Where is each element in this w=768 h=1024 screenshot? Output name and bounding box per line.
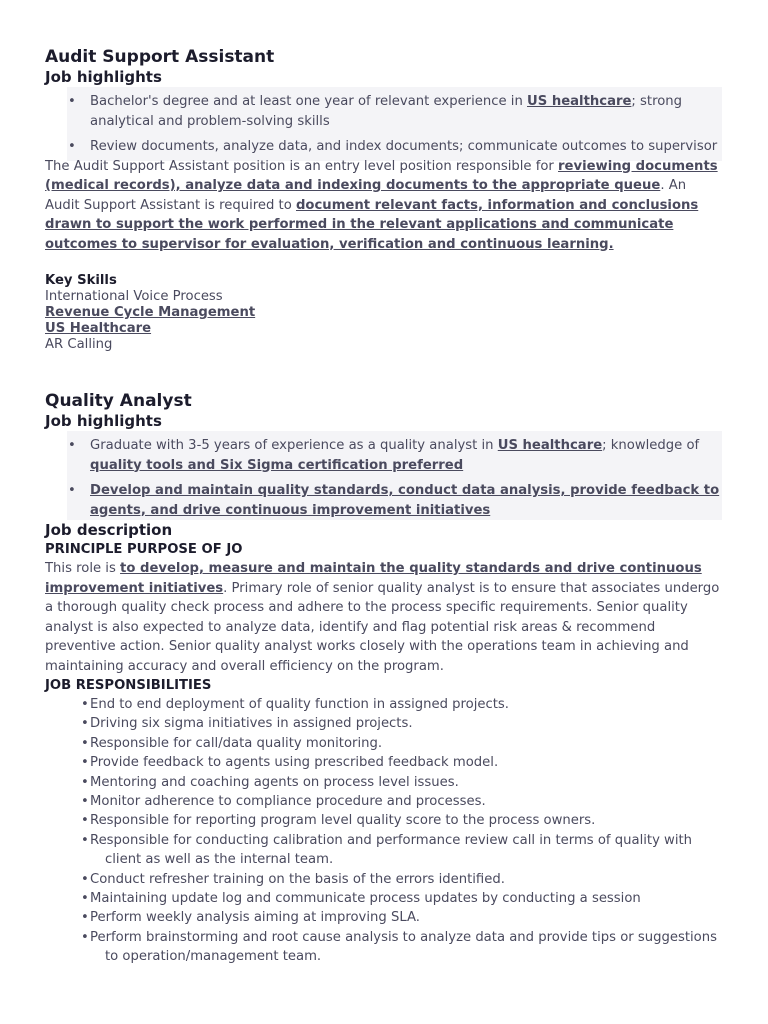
skill-item: International Voice Process [45,289,223,304]
responsibility-item: • Responsible for call/data quality monitoring. [90,734,722,753]
purpose-link[interactable]: to develop, measure and maintain the quality standards and drive continuous improvement initiatives [45,561,702,596]
job1-highlight-1: • Bachelor's degree and at least one year of relevant experience in US healthcare; strong analytical and problem-solving skills [90,92,722,131]
desc-link-document-facts[interactable]: document relevant facts, information and conclusions drawn to support the work performed in the relevant applications and communicate outcomes to supervisor for evaluation, verification and continuous learning. [45,197,699,252]
job2-highlights-heading: Job highlights [45,412,162,430]
responsibility-item: • Driving six sigma initiatives in assigned projects. [90,714,722,733]
job1-title: Audit Support Assistant [45,47,275,67]
key-skills-heading: Key Skills [45,273,117,288]
responsibility-item: • Provide feedback to agents using prescribed feedback model. [90,753,722,772]
job1-highlights-box [67,87,722,161]
responsibility-item: • Perform brainstorming and root cause analysis to analyze data and provide tips or suggestions to operation/management team. [90,928,722,967]
skill-link-revenue-cycle[interactable]: Revenue Cycle Management [45,305,256,320]
skill-item: AR Calling [45,337,113,352]
job1-description: The Audit Support Assistant position is an entry level position responsible for reviewing documents (medical records), analyze data and indexing documents to the appropriate queue. An Audit Support Assistant is required to document relevant facts, information and conclusions drawn to support the work performed in the relevant applications and communicate outcomes to supervisor for evaluation, verification and continuous learning. [45,158,718,252]
job2-highlights-box [67,431,722,520]
responsibilities-heading: JOB RESPONSIBILITIES [45,678,212,693]
job2-highlight-2 [90,481,722,520]
responsibility-item: • Maintaining update log and communicate process updates by conducting a session [90,889,722,908]
job-description-heading: Job description [45,521,173,539]
responsibility-item: • Perform weekly analysis aiming at improving SLA. [90,908,722,927]
responsibility-item: • Responsible for conducting calibration and performance review call in terms of quality with client as well as the internal team. [90,831,722,870]
responsibilities-list [45,695,722,967]
develop-quality-link[interactable]: Develop and maintain quality standards, conduct data analysis, provide feedback to agents, and drive continuous improvement initiatives [90,483,720,518]
responsibility-item: • Mentoring and coaching agents on process level issues. [90,773,722,792]
job2-title: Quality Analyst [45,391,192,411]
purpose-paragraph: This role is to develop, measure and maintain the quality standards and drive continuous improvement initiatives. Primary role of senior quality analyst is to ensure that associates undergo a thorough quality check process and adhere to the process specific requirements. Senior quality analyst is also expected to analyze data, identify and flag potential risk areas & recommend preventive action. Senior quality analyst works closely with the operations team in achieving and maintaining accuracy and overall efficiency on the program. [45,561,720,674]
job1-highlight-2: • Review documents, analyze data, and index documents; communicate outcomes to supervisor [90,137,722,157]
us-healthcare-link[interactable]: US healthcare [527,94,632,109]
responsibility-item: • Monitor adherence to compliance procedure and processes. [90,792,722,811]
responsibility-item: • End to end deployment of quality function in assigned projects. [90,695,722,714]
job2-highlight-1: • Graduate with 3-5 years of experience as a quality analyst in US healthcare; knowledge of quality tools and Six Sigma certification preferred [90,436,722,475]
responsibility-item: • Responsible for reporting program level quality score to the process owners. [90,811,722,830]
desc-link-reviewing-documents[interactable]: reviewing documents (medical records), analyze data and indexing documents to the appropriate queue [45,158,718,193]
us-healthcare-link[interactable]: US healthcare [497,438,603,453]
key-skills-list [45,289,722,353]
skill-link-us-healthcare[interactable]: US Healthcare [45,321,152,336]
job1-highlights-heading: Job highlights [45,68,162,86]
purpose-heading: PRINCIPLE PURPOSE OF JO [45,542,243,557]
responsibility-item: • Conduct refresher training on the basis of the errors identified. [90,870,722,889]
quality-tools-link[interactable]: quality tools and Six Sigma certification preferred [90,457,464,473]
